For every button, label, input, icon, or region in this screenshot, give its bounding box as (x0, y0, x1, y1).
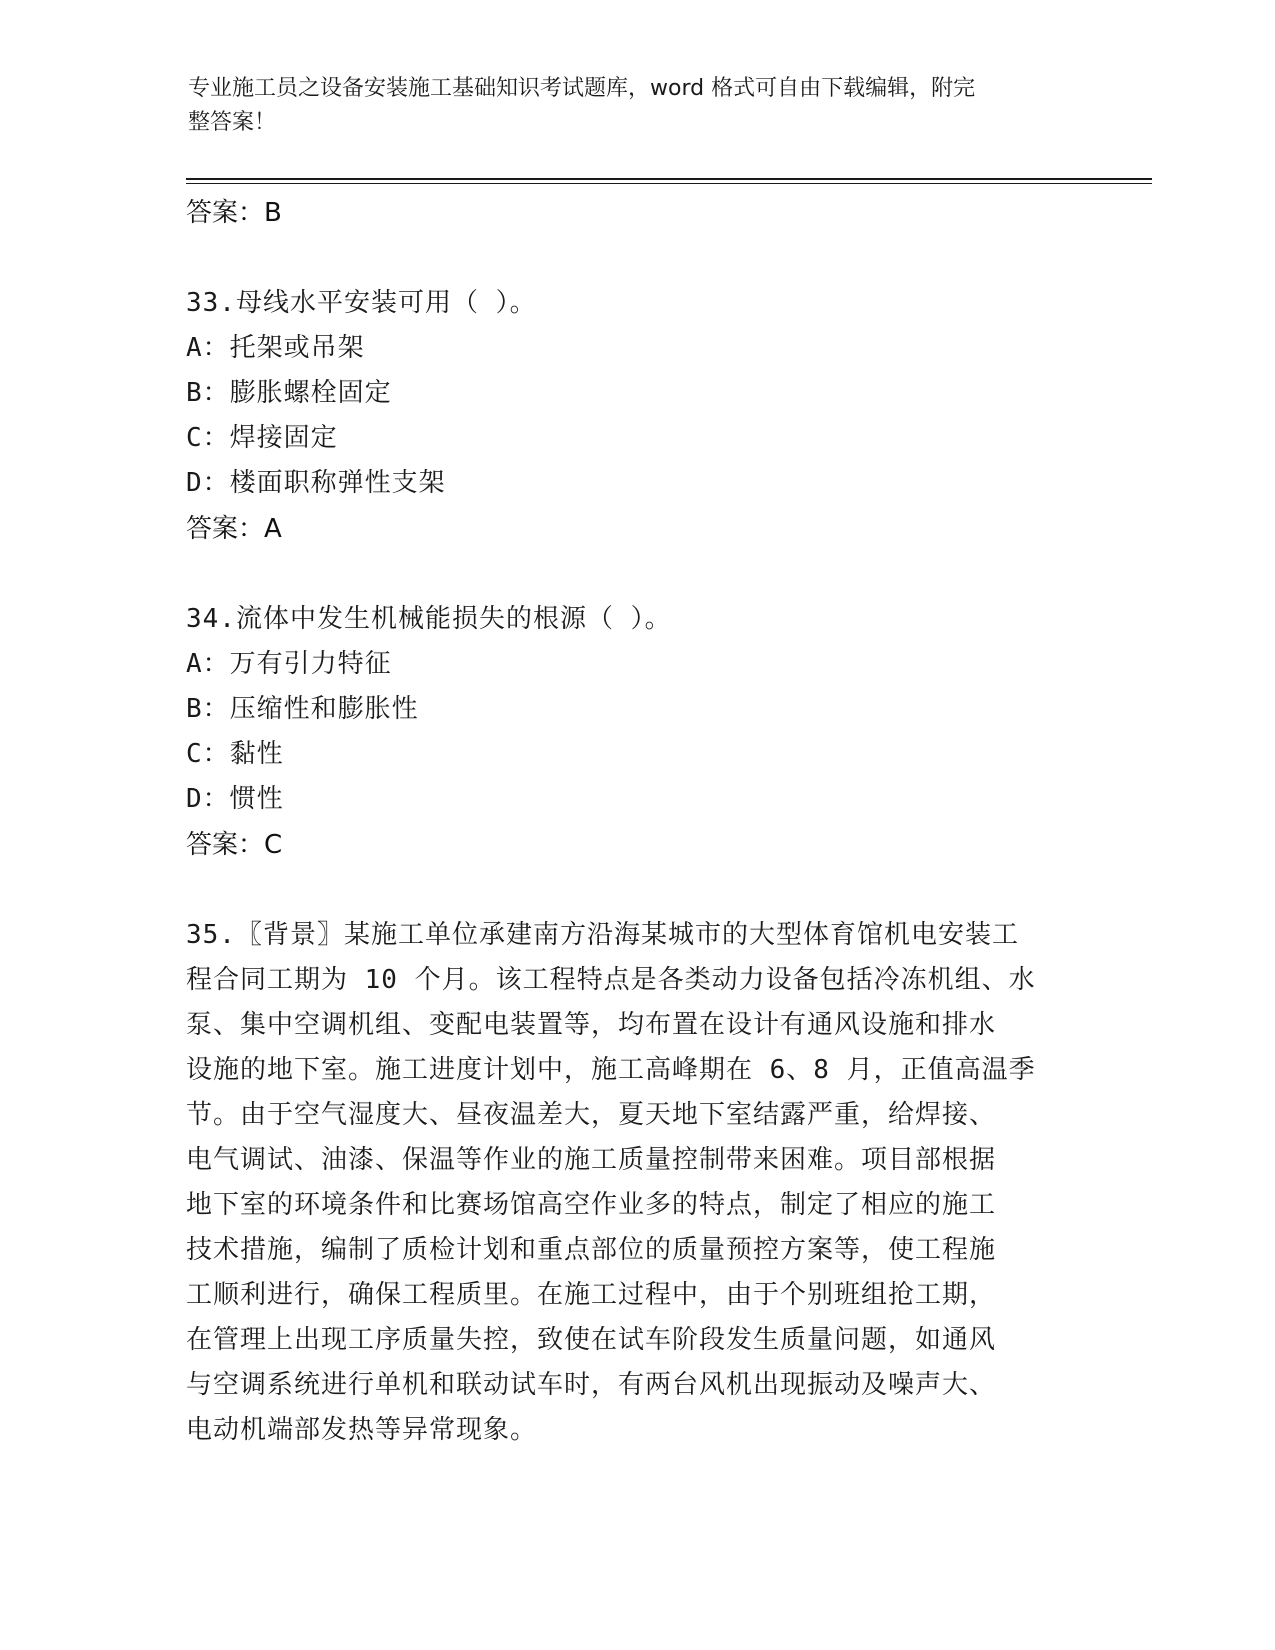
spacer (186, 868, 1086, 913)
paragraph-line: 电气调试、油漆、保温等作业的施工质量控制带来困难。项目部根据 (186, 1145, 997, 1175)
spacer (186, 552, 1086, 597)
paragraph-line: 节。由于空气湿度大、昼夜温差大，夏天地下室结露严重，给焊接、 (186, 1100, 997, 1130)
paragraph-line: 程合同工期为 10 个月。该工程特点是各类动力设备包括冷冻机组、水 (186, 965, 1036, 995)
previous-answer: 答案：B (186, 198, 282, 228)
option-c: C：黏性 (186, 739, 284, 769)
paragraph-line: 泵、集中空调机组、变配电装置等，均布置在设计有通风设施和排水 (186, 1010, 997, 1040)
option-b: B：膨胀螺栓固定 (186, 378, 392, 408)
header-divider (186, 178, 1152, 180)
paragraph-line: 与空调系统进行单机和联动试车时，有两台风机出现振动及噪声大、 (186, 1370, 997, 1400)
header-line-1: 专业施工员之设备安装施工基础知识考试题库，word 格式可自由下载编辑，附完 (188, 76, 976, 101)
paragraph-line: 在管理上出现工序质量失控，致使在试车阶段发生质量问题，如通风 (186, 1325, 997, 1355)
option-d: D：惯性 (186, 784, 284, 814)
paragraph-line: 地下室的环境条件和比赛场馆高空作业多的特点，制定了相应的施工 (186, 1190, 997, 1220)
paragraph-line: 电动机端部发热等异常现象。 (186, 1415, 538, 1445)
question-stem: 34.流体中发生机械能损失的根源（ ）。 (186, 604, 672, 634)
option-a: A：万有引力特征 (186, 649, 392, 679)
question-35 (186, 913, 1066, 1453)
option-a: A：托架或吊架 (186, 333, 365, 363)
header-divider-thin (186, 183, 1152, 184)
spacer (186, 236, 1086, 281)
question-34 (186, 597, 1086, 868)
answer: 答案：A (186, 514, 282, 544)
option-c: C：焊接固定 (186, 423, 338, 453)
question-33 (186, 281, 1086, 552)
option-b: B：压缩性和膨胀性 (186, 694, 419, 724)
document-body (186, 190, 1086, 1453)
paragraph-line: 工顺利进行，确保工程质里。在施工过程中，由于个别班组抢工期， (186, 1280, 997, 1310)
option-d: D：楼面职称弹性支架 (186, 468, 446, 498)
paragraph-line: 35.〖背景〗某施工单位承建南方沿海某城市的大型体育馆机电安装工 (186, 920, 1019, 950)
header-line-2: 整答案！ (188, 110, 277, 135)
question-stem: 33.母线水平安装可用（ ）。 (186, 288, 537, 318)
paragraph-line: 技术措施，编制了质检计划和重点部位的质量预控方案等，使工程施 (186, 1235, 997, 1265)
document-header (188, 72, 1068, 140)
paragraph-line: 设施的地下室。施工进度计划中，施工高峰期在 6、8 月，正值高温季 (186, 1055, 1036, 1085)
answer: 答案：C (186, 830, 283, 860)
